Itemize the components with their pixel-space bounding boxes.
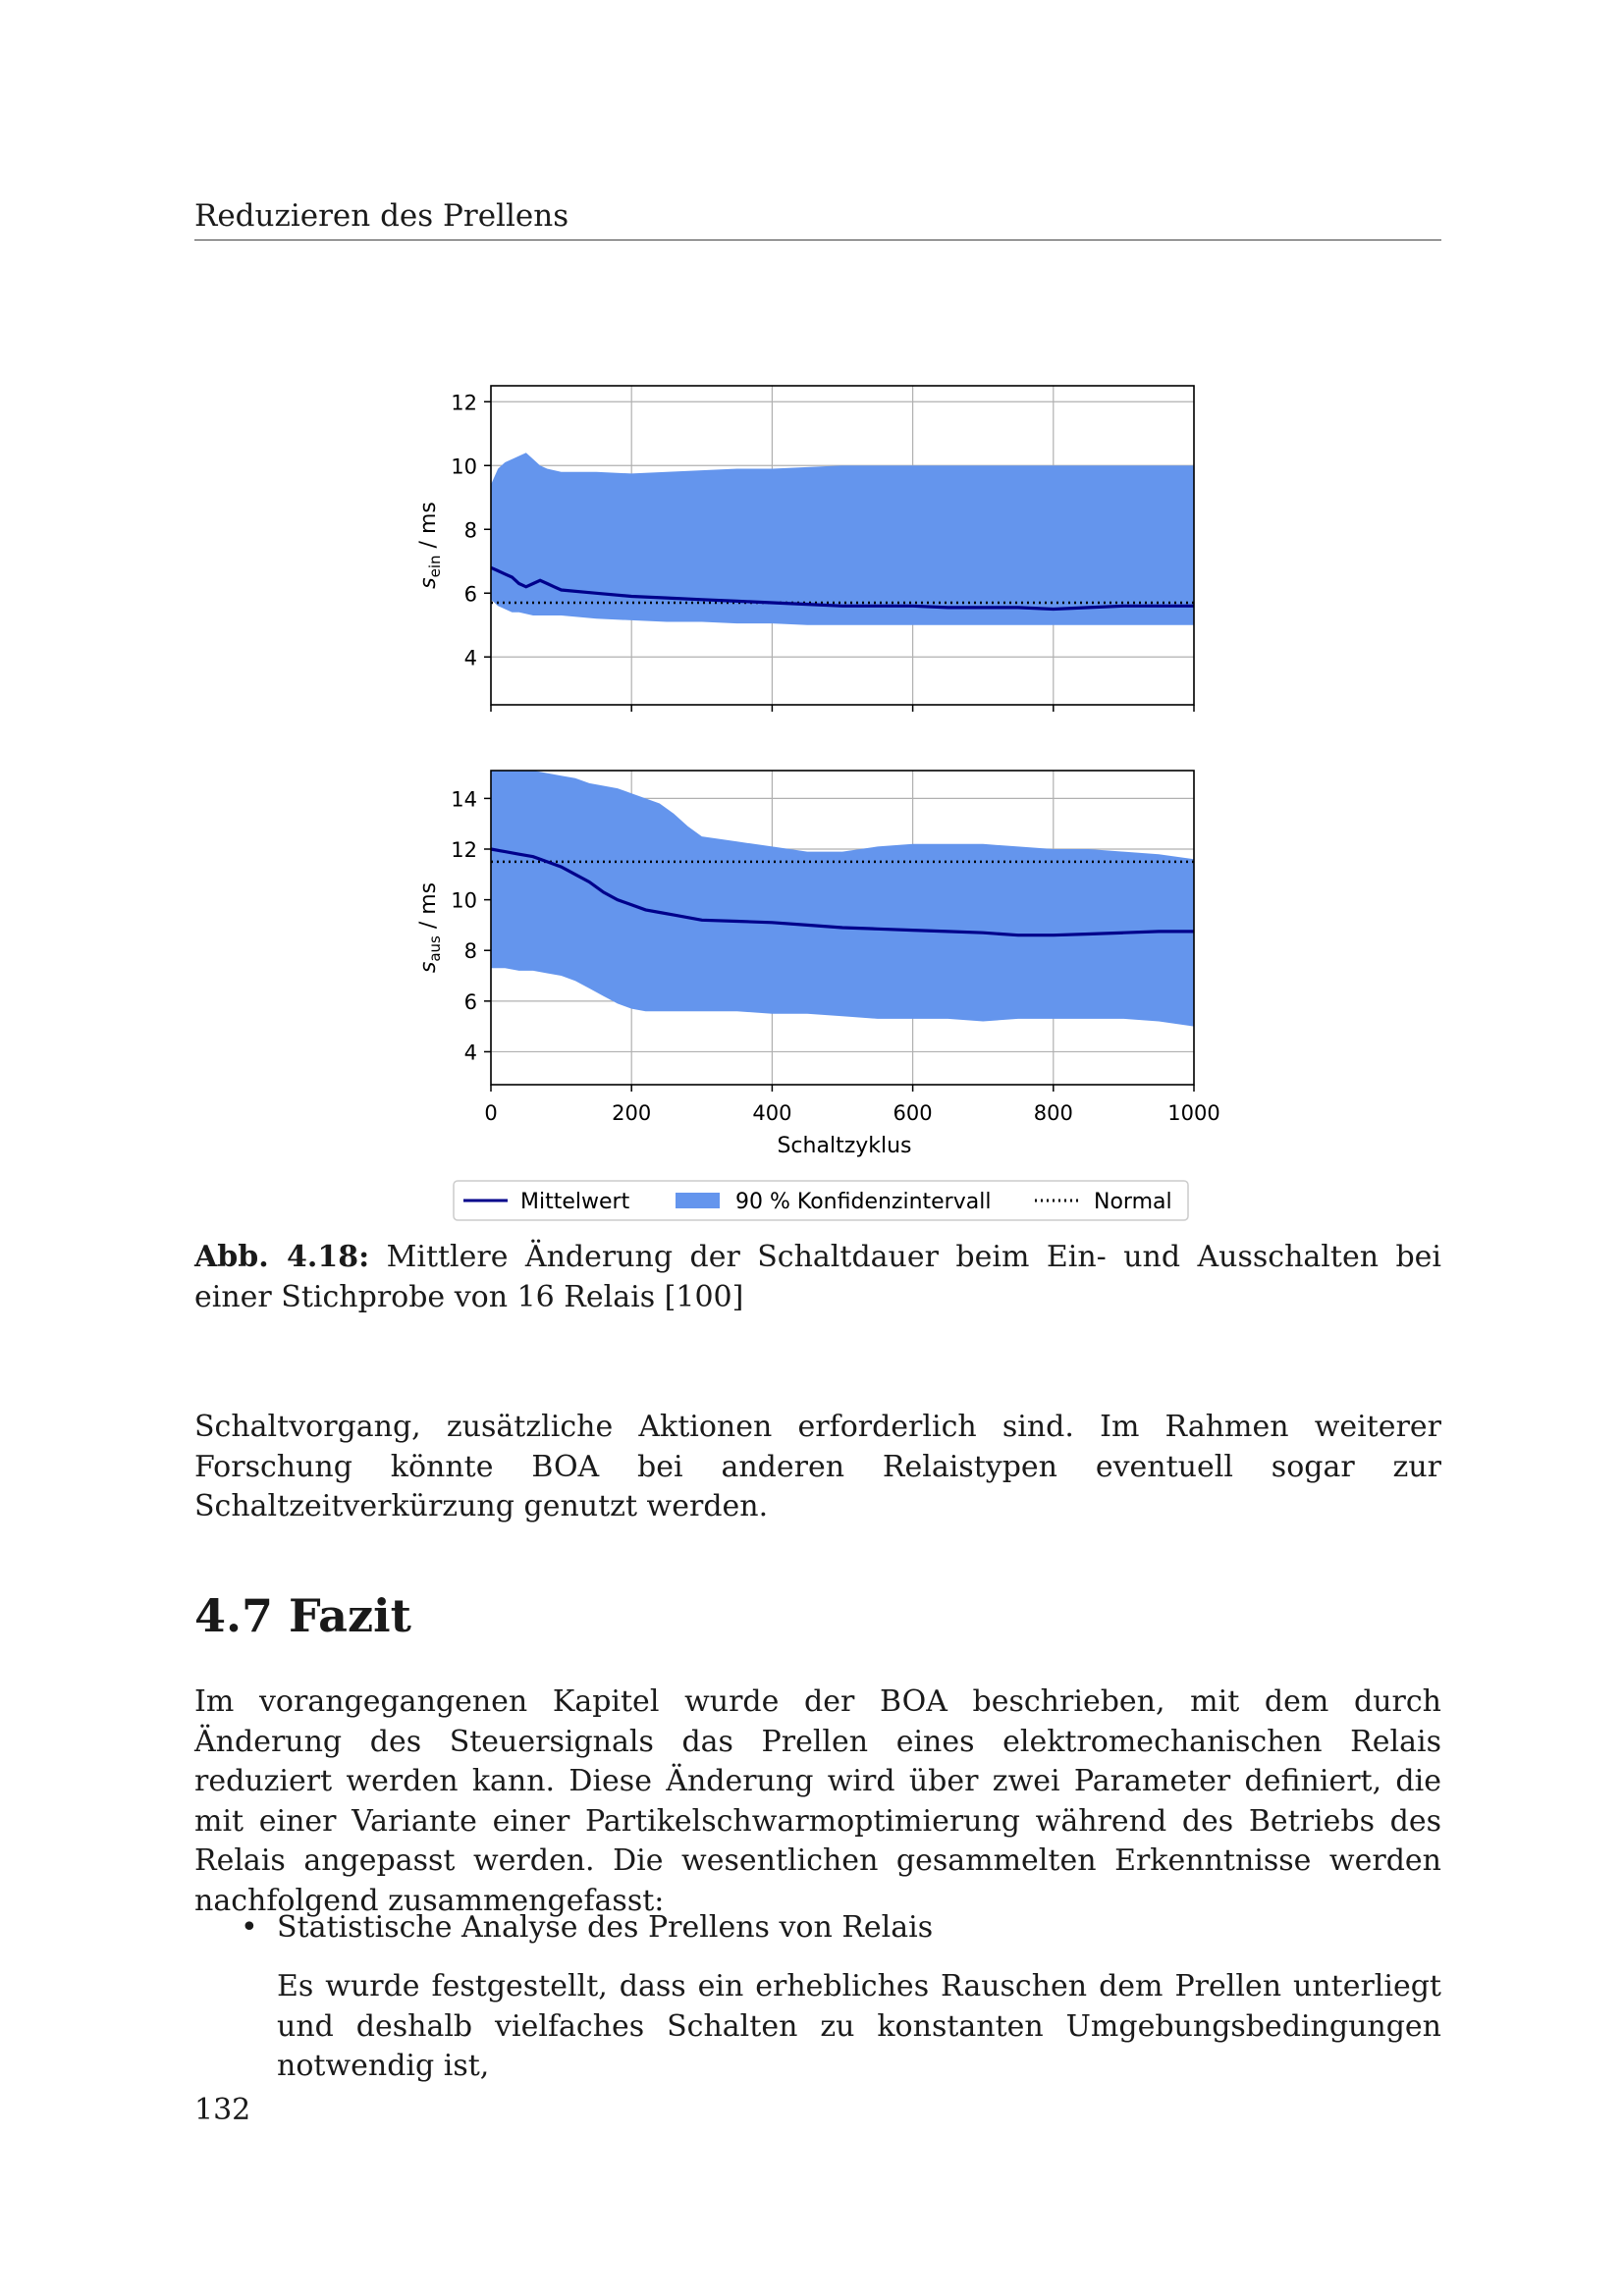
y-tick-label: 8 (463, 939, 477, 964)
caption-label: Abb. 4.18: (194, 1240, 370, 1274)
confidence-band (491, 771, 1194, 1027)
y-tick-label: 10 (451, 454, 477, 479)
legend-mean-label: Mittelwert (520, 1190, 630, 1214)
bullet-detail: Es wurde festgestellt, dass ein erhebliches Rauschen dem Prellen unterliegt und deshalb vielfaches Schalten zu konstanten Umgebungsbedingungen notwendig ist, (277, 1969, 1441, 2083)
y-tick-label: 6 (463, 582, 477, 607)
y-tick-label: 6 (463, 989, 477, 1014)
x-tick-label: 600 (893, 1101, 933, 1125)
y-tick-label: 10 (451, 888, 477, 913)
x-tick-label: 800 (1033, 1101, 1073, 1125)
legend-ci-label: 90 % Konfidenzintervall (735, 1190, 992, 1214)
y-axis-label-unit: / ms (416, 502, 441, 556)
x-tick-label: 400 (752, 1101, 792, 1125)
y-axis-label-main: s (416, 577, 441, 589)
continuation-paragraph: Schaltvorgang, zusätzliche Aktionen erforderlich sind. Im Rahmen weiterer Forschung könnte BOA bei anderen Relaistypen eventuell sogar zur Schaltzeitverkürzung genutzt werden. (194, 1410, 1441, 1523)
bullet-icon: • (241, 1910, 258, 1945)
bullet-title: Statistische Analyse des Prellens von Relais (277, 1910, 934, 1945)
chart-einschalten (416, 386, 1194, 712)
y-axis-label (416, 502, 444, 589)
y-tick-label: 4 (463, 646, 477, 670)
x-tick-label: 200 (612, 1101, 652, 1125)
y-axis-label (416, 882, 444, 973)
legend-ci-swatch (676, 1193, 720, 1208)
x-tick-label: 1000 (1167, 1101, 1220, 1125)
caption-text: Mittlere Änderung der Schaltdauer beim Ein- und Ausschalten bei einer Stichprobe von 16 Relais [100] (194, 1240, 1442, 1314)
y-axis-label-main: s (416, 961, 441, 974)
section-title: 4.7 Fazit (194, 1589, 411, 1642)
y-tick-label: 12 (451, 391, 477, 415)
x-tick-label: 0 (484, 1101, 498, 1125)
y-axis-label-unit: / ms (416, 881, 441, 936)
y-tick-label: 4 (463, 1041, 477, 1065)
running-title: Reduzieren des Prellens (194, 196, 1441, 240)
x-axis-label: Schaltzyklus (777, 1134, 912, 1158)
figure-caption (194, 1237, 1441, 1317)
y-tick-label: 12 (451, 838, 477, 862)
x-tick-labels (484, 1101, 1219, 1125)
confidence-band (491, 453, 1194, 625)
legend (454, 1181, 1188, 1220)
y-tick-label: 8 (463, 518, 477, 543)
intro-paragraph: Im vorangegangenen Kapitel wurde der BOA beschrieben, mit dem durch Änderung des Steuersignals das Prellen eines elektromechanischen Relais reduziert werden kann. Diese Änderung wird über zwei Parameter definiert, die mit einer Variante einer Partikelschwarmoptimierung während des Betriebs des Relais angepasst werden. Die wesentlichen gesammelten Erkenntnisse werden nachfolgend zusammengefasst: (194, 1684, 1441, 1918)
legend-normal-label: Normal (1094, 1190, 1172, 1214)
y-axis-label-sub: aus (426, 935, 444, 962)
chart-ausschalten (416, 771, 1194, 1092)
page-number: 132 (194, 2093, 251, 2127)
y-tick-label: 14 (451, 787, 477, 812)
y-axis-label-sub: ein (426, 555, 444, 578)
